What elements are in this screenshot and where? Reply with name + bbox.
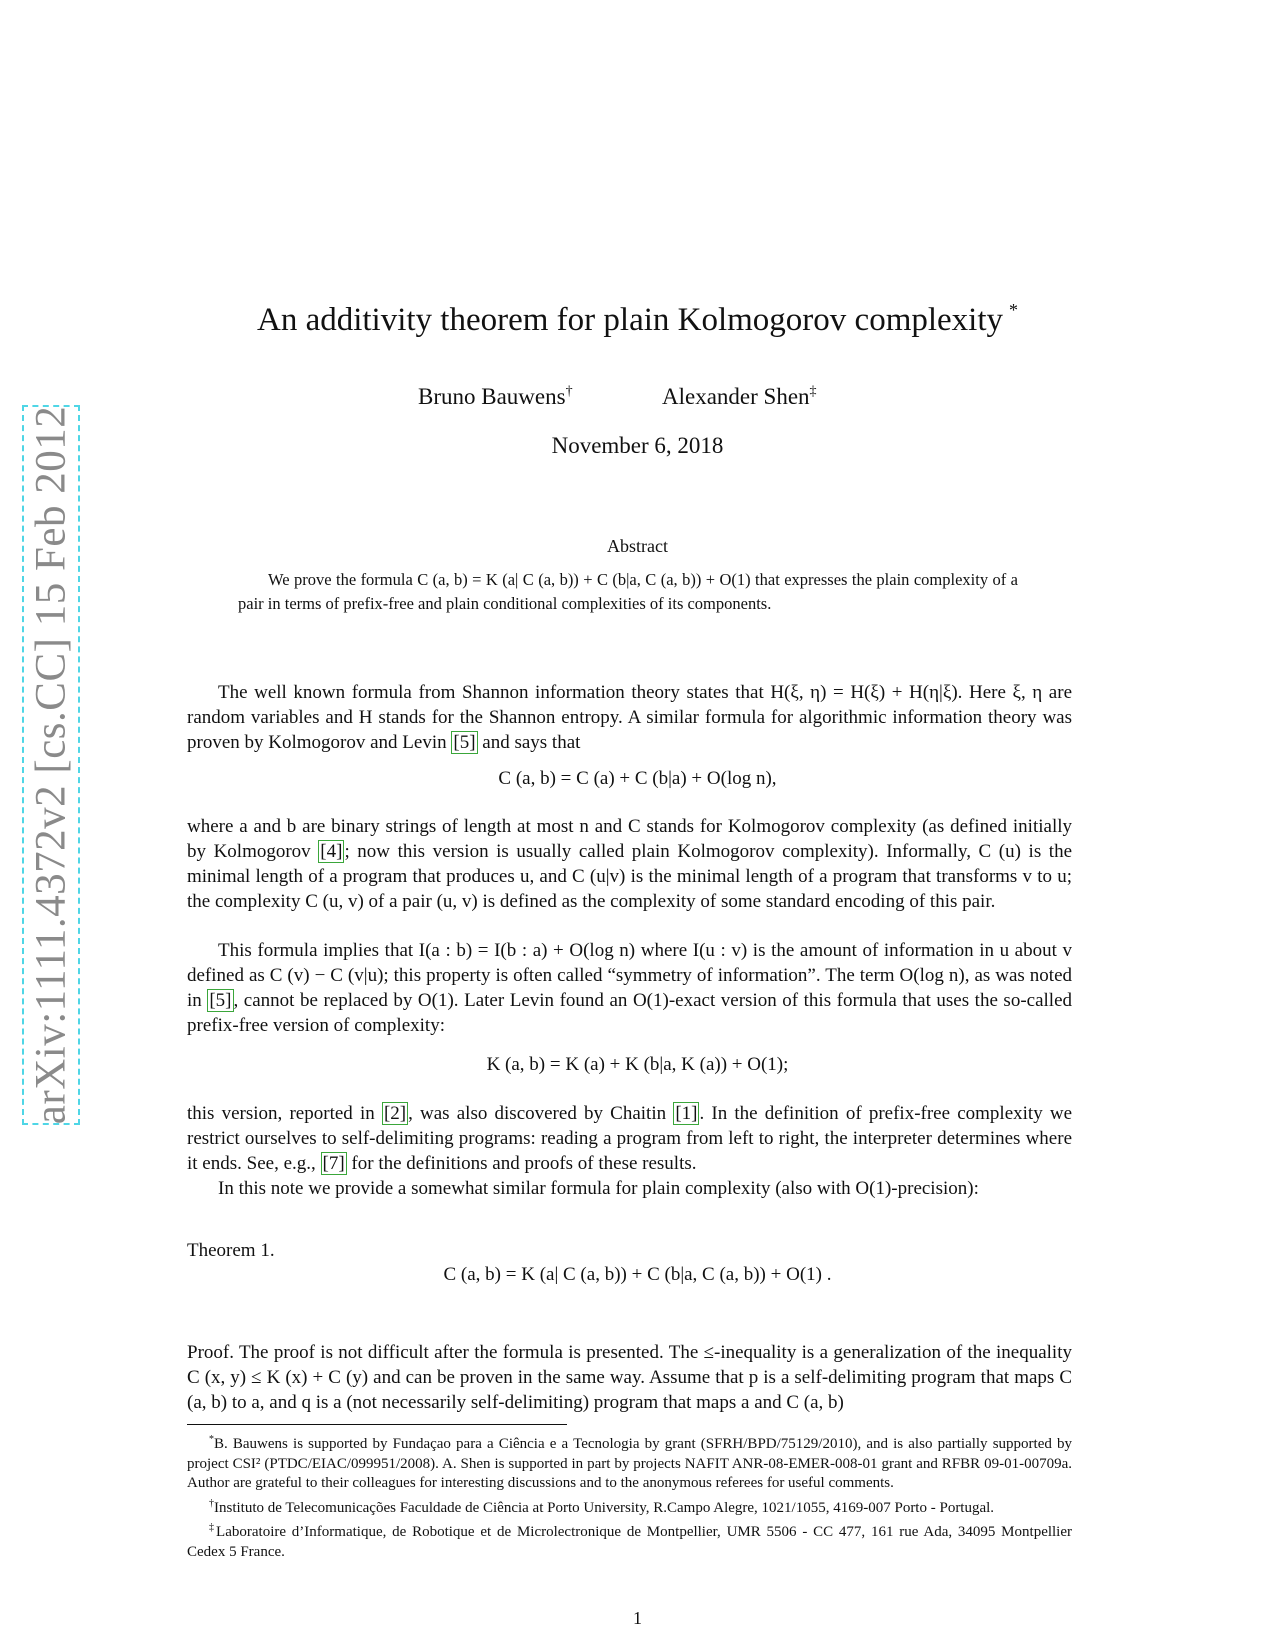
arxiv-id: arXiv:1111.4372v2 [cs.CC] 15 Feb 2012	[27, 405, 75, 1125]
proof-paragraph: Proof. The proof is not difficult after the formula is presented. The ≤-inequality is a generalization of the inequality C (x, y) ≤ K (x) + C (y) and can be proven in the same way. Assume that p is a self-delimiting program that maps C (a, b) to a, and q is a (not necessarily self-delimiting) program that maps a and C (a, b)	[187, 1342, 1072, 1413]
author-name: Alexander Shen	[662, 384, 810, 409]
citation-link[interactable]: [5]	[209, 990, 232, 1011]
equation-2: K (a, b) = K (a) + K (b|a, K (a)) + O(1);	[486, 1054, 789, 1075]
paper-title	[0, 300, 1275, 339]
theorem-equation: C (a, b) = K (a| C (a, b)) + C (b|a, C (a, b)) + O(1) .	[443, 1264, 832, 1285]
citation-link[interactable]: [5]	[453, 732, 476, 753]
author-name: Bruno Bauwens	[418, 384, 566, 409]
citation-link[interactable]: [1]	[675, 1103, 698, 1124]
page-number: 1	[633, 1608, 642, 1628]
author-footnote-mark: †	[565, 384, 573, 399]
paragraph-5: In this note we provide a somewhat similar formula for plain complexity (also with O(1)-precision):	[218, 1178, 979, 1199]
citation-link[interactable]: [2]	[383, 1103, 407, 1124]
paragraph-2: where a and b are binary strings of length at most n and C stands for Kolmogorov complexity (as defined initially by Kolmogorov [4] ; now this version is usually called plain Kolmogorov complexity). Informally, C (u) is the minimal length of a program that produces u, and C (u|v) is the minimal length of a program that transforms v to u; the complexity C (u, v) of a pair (u, v) is defined as the complexity of some standard encoding of this pair.	[187, 816, 1073, 912]
paragraph-3: This formula implies that I(a : b) = I(b : a) + O(log n) where I(u : v) is the amount of information in u about v defined as C (v) − C (v|u); this property is often called “symmetry of information”. The term O(log n), as was noted in [5] , cannot be replaced by O(1). Later Levin found an O(1)-exact version of this formula that uses the so-called prefix-free version of complexity:	[187, 940, 1073, 1036]
footnote-rule	[187, 1424, 567, 1425]
title-text: An additivity theorem for plain Kolmogorov complexity	[256, 302, 1004, 338]
author-2	[662, 384, 817, 410]
footnote-3: ‡Laboratoire d’Informatique, de Robotique et de Microlectronique de Montpellier, UMR 5506 - CC 477, 161 rue Ada, 34095 Montpellier Cedex 5 France.	[187, 1522, 1073, 1560]
author-1	[418, 384, 573, 410]
abstract-heading: Abstract	[607, 536, 668, 556]
footnotes	[187, 1430, 1072, 1562]
citation-link[interactable]: [4]	[320, 841, 343, 862]
equation-1: C (a, b) = C (a) + C (b|a) + O(log n),	[498, 768, 777, 789]
abstract-text	[238, 568, 1018, 616]
citation-link[interactable]: [7]	[322, 1153, 345, 1174]
footnote-2: †Instituto de Telecomunicações Faculdade de Ciência at Porto University, R.Campo Alegre, 1021/1055, 4169-007 Porto - Portugal.	[209, 1497, 995, 1516]
arxiv-stamp	[22, 405, 80, 1125]
paragraph-4: this version, reported in [2] , was also discovered by Chaitin [1] . In the definition of prefix-free complexity we restrict ourselves to self-delimiting programs: reading a program from left to right, the interpreter determines where it ends. See, e.g., [7] for the definitions and proofs of these results.	[187, 1103, 1073, 1174]
theorem-label: Theorem 1.	[187, 1240, 275, 1261]
paragraph-1: The well known formula from Shannon information theory states that H(ξ, η) = H(ξ) + H(η|ξ). Here ξ, η are random variables and H stands for the Shannon entropy. A similar formula for algorithmic information theory was proven by Kolmogorov and Levin [5] and says that	[187, 682, 1072, 753]
footnote-1: *B. Bauwens is supported by Fundaçao para a Ciência e a Tecnologia by grant (SFRH/BPD/75129/2010), and is also partially supported by project CSI² (PTDC/EIAC/099951/2008). A. Shen is supported in part by projects NAFIT ANR-08-EMER-008-01 grant and RFBR 09-01-00709a. Author are grateful to their colleagues for interesting discussions and to the anonymous referees for useful comments.	[187, 1434, 1072, 1491]
abstract-paragraph: We prove the formula C (a, b) = K (a| C (a, b)) + C (b|a, C (a, b)) + O(1) that expresses the plain complexity of a pair in terms of prefix-free and plain conditional complexities of its components.	[238, 570, 1018, 613]
paper-date: November 6, 2018	[551, 433, 724, 458]
title-footnote-mark: *	[1009, 300, 1019, 320]
author-footnote-mark: ‡	[809, 384, 817, 399]
